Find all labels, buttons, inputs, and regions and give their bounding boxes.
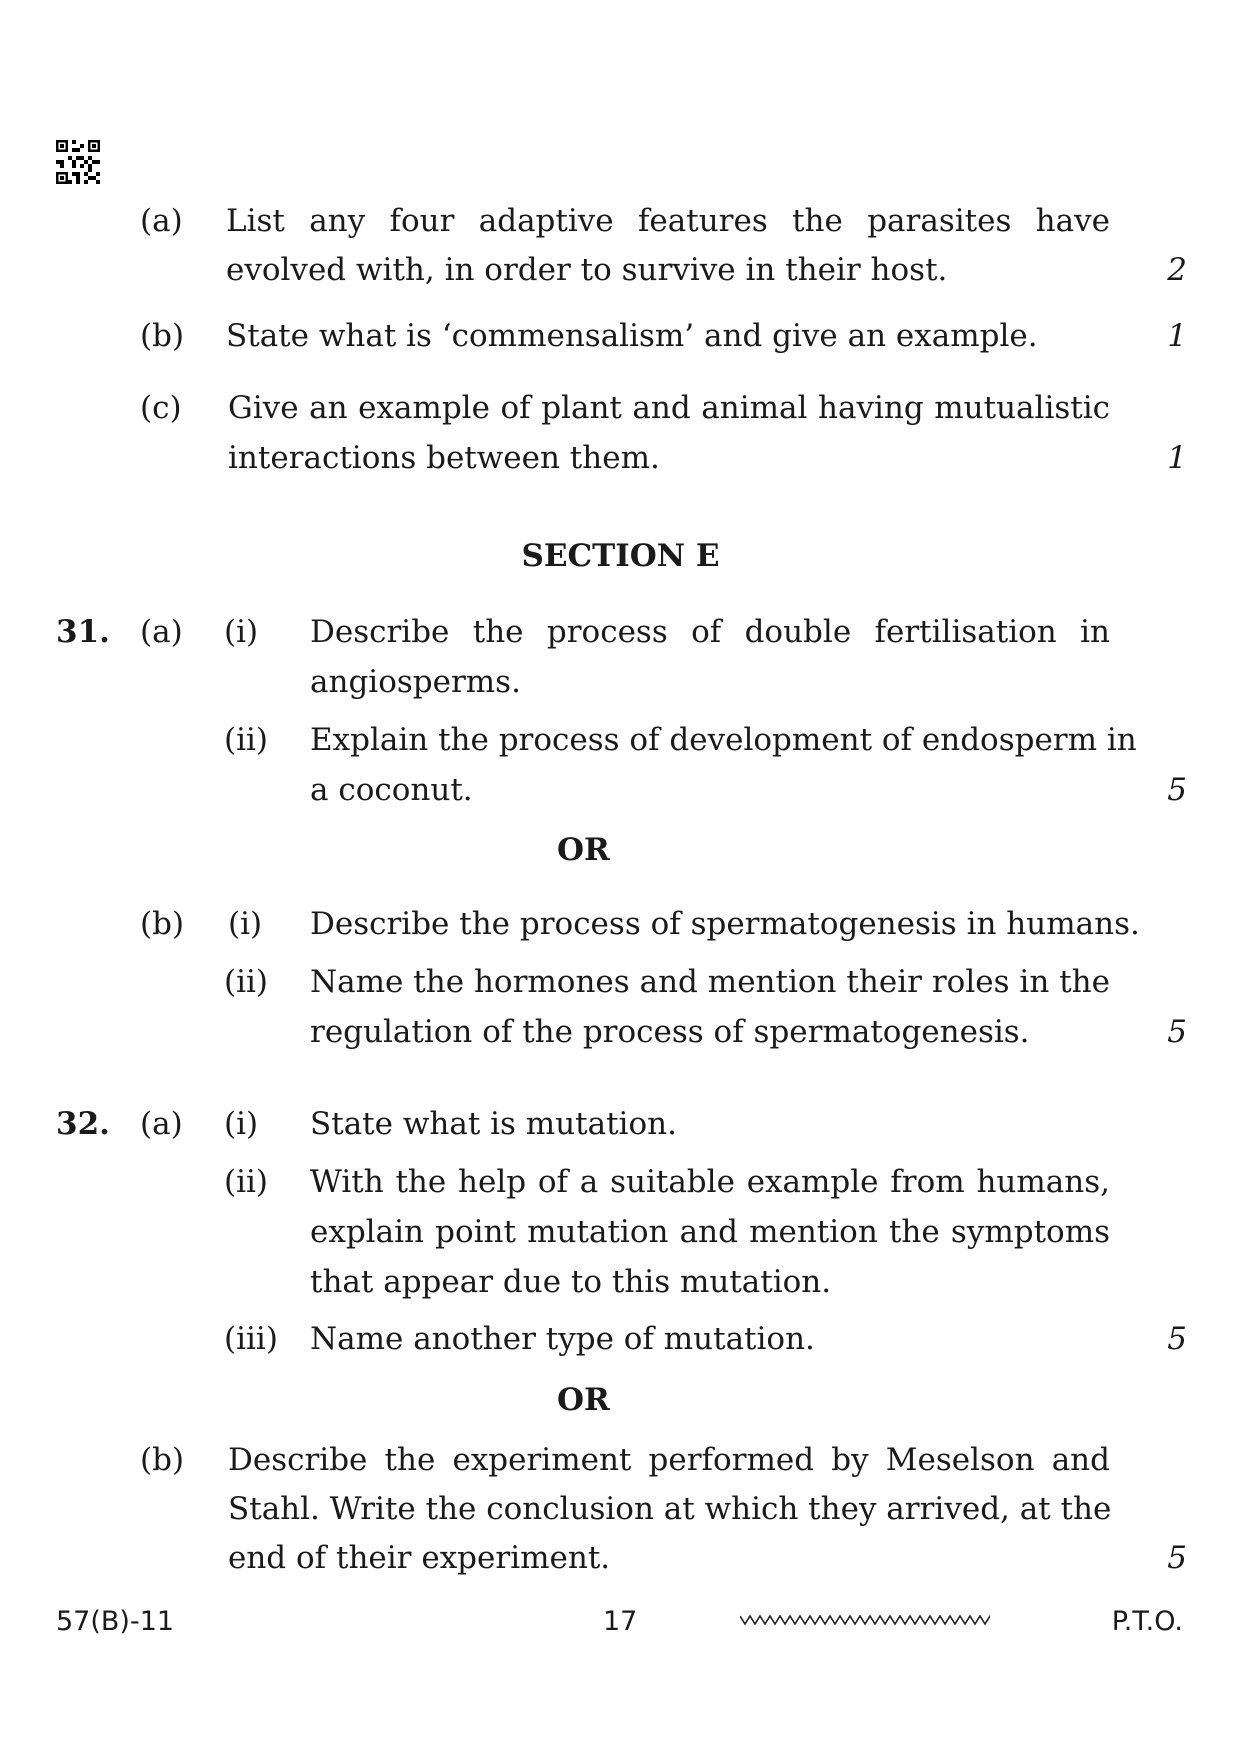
q31b-label: (b): [140, 906, 185, 942]
q32a-marks: 5: [1167, 1321, 1187, 1357]
q30c-label: (c): [140, 390, 182, 426]
q32a-ii-text-line1: With the help of a suitable example from humans,: [310, 1164, 1110, 1200]
q30a-text-line1: List any four adaptive features the parasites have: [226, 203, 1110, 239]
footer-paper-code: 57(B)-11: [56, 1606, 175, 1637]
footer-page-number: 17: [603, 1606, 638, 1637]
q32a-label: (a): [140, 1106, 183, 1142]
q31a-ii-label: (ii): [224, 722, 269, 758]
q30b-label: (b): [140, 318, 185, 354]
q32-or-label: OR: [557, 1382, 610, 1418]
q31a-i-text-line1: Describe the process of double fertilisation in: [310, 614, 1110, 650]
q31a-ii-text-line1: Explain the process of development of endosperm in: [310, 722, 1137, 758]
q30a-label: (a): [140, 203, 183, 239]
q30a-text-line2: evolved with, in order to survive in their host.: [226, 252, 948, 288]
q32b-text-line3: end of their experiment.: [228, 1540, 611, 1576]
q32b-text-line1: Describe the experiment performed by Meselson and: [228, 1442, 1110, 1478]
q32a-iii-label: (iii): [224, 1321, 278, 1357]
q31a-label: (a): [140, 614, 183, 650]
q30c-text-line2: interactions between them.: [228, 440, 660, 476]
q32a-iii-text-line1: Name another type of mutation.: [310, 1321, 815, 1357]
q30b-marks: 1: [1167, 318, 1187, 354]
q31b-i-label: (i): [228, 906, 263, 942]
q30c-marks: 1: [1167, 440, 1187, 476]
q30a-marks: 2: [1167, 252, 1187, 288]
q31b-marks: 5: [1167, 1014, 1187, 1050]
q32a-i-text-line1: State what is mutation.: [310, 1106, 677, 1142]
q30c-text-line1: Give an example of plant and animal having mutualistic: [228, 390, 1110, 426]
q31a-i-text-line2: angiosperms.: [310, 664, 521, 700]
q32a-ii-text-line3: that appear due to this mutation.: [310, 1264, 832, 1300]
q32-number: 32.: [56, 1106, 110, 1142]
q32b-marks: 5: [1167, 1540, 1187, 1576]
q31b-ii-label: (ii): [224, 964, 269, 1000]
q31b-ii-text-line1: Name the hormones and mention their roles in the: [310, 964, 1110, 1000]
q31b-ii-text-line2: regulation of the process of spermatogenesis.: [310, 1014, 1030, 1050]
q32b-text-line2: Stahl. Write the conclusion at which they arrived, at the: [228, 1491, 1112, 1527]
q32a-ii-label: (ii): [224, 1164, 269, 1200]
q31-number: 31.: [56, 614, 110, 650]
q31b-i-text-line1: Describe the process of spermatogenesis in humans.: [310, 906, 1140, 942]
q31-or-label: OR: [557, 832, 610, 868]
q31a-i-label: (i): [224, 614, 259, 650]
q32b-label: (b): [140, 1442, 185, 1478]
q30b-text-line1: State what is ‘commensalism’ and give an example.: [226, 318, 1038, 354]
q31a-marks: 5: [1167, 772, 1187, 808]
q32a-i-label: (i): [224, 1106, 259, 1142]
section-heading: SECTION E: [521, 538, 720, 574]
wavy-line-decoration: [740, 1612, 990, 1628]
qr-code-icon: [56, 140, 100, 184]
q32a-ii-text-line2: explain point mutation and mention the symptoms: [310, 1214, 1110, 1250]
footer-pto: P.T.O.: [1111, 1606, 1183, 1637]
q31a-ii-text-line2: a coconut.: [310, 772, 473, 808]
